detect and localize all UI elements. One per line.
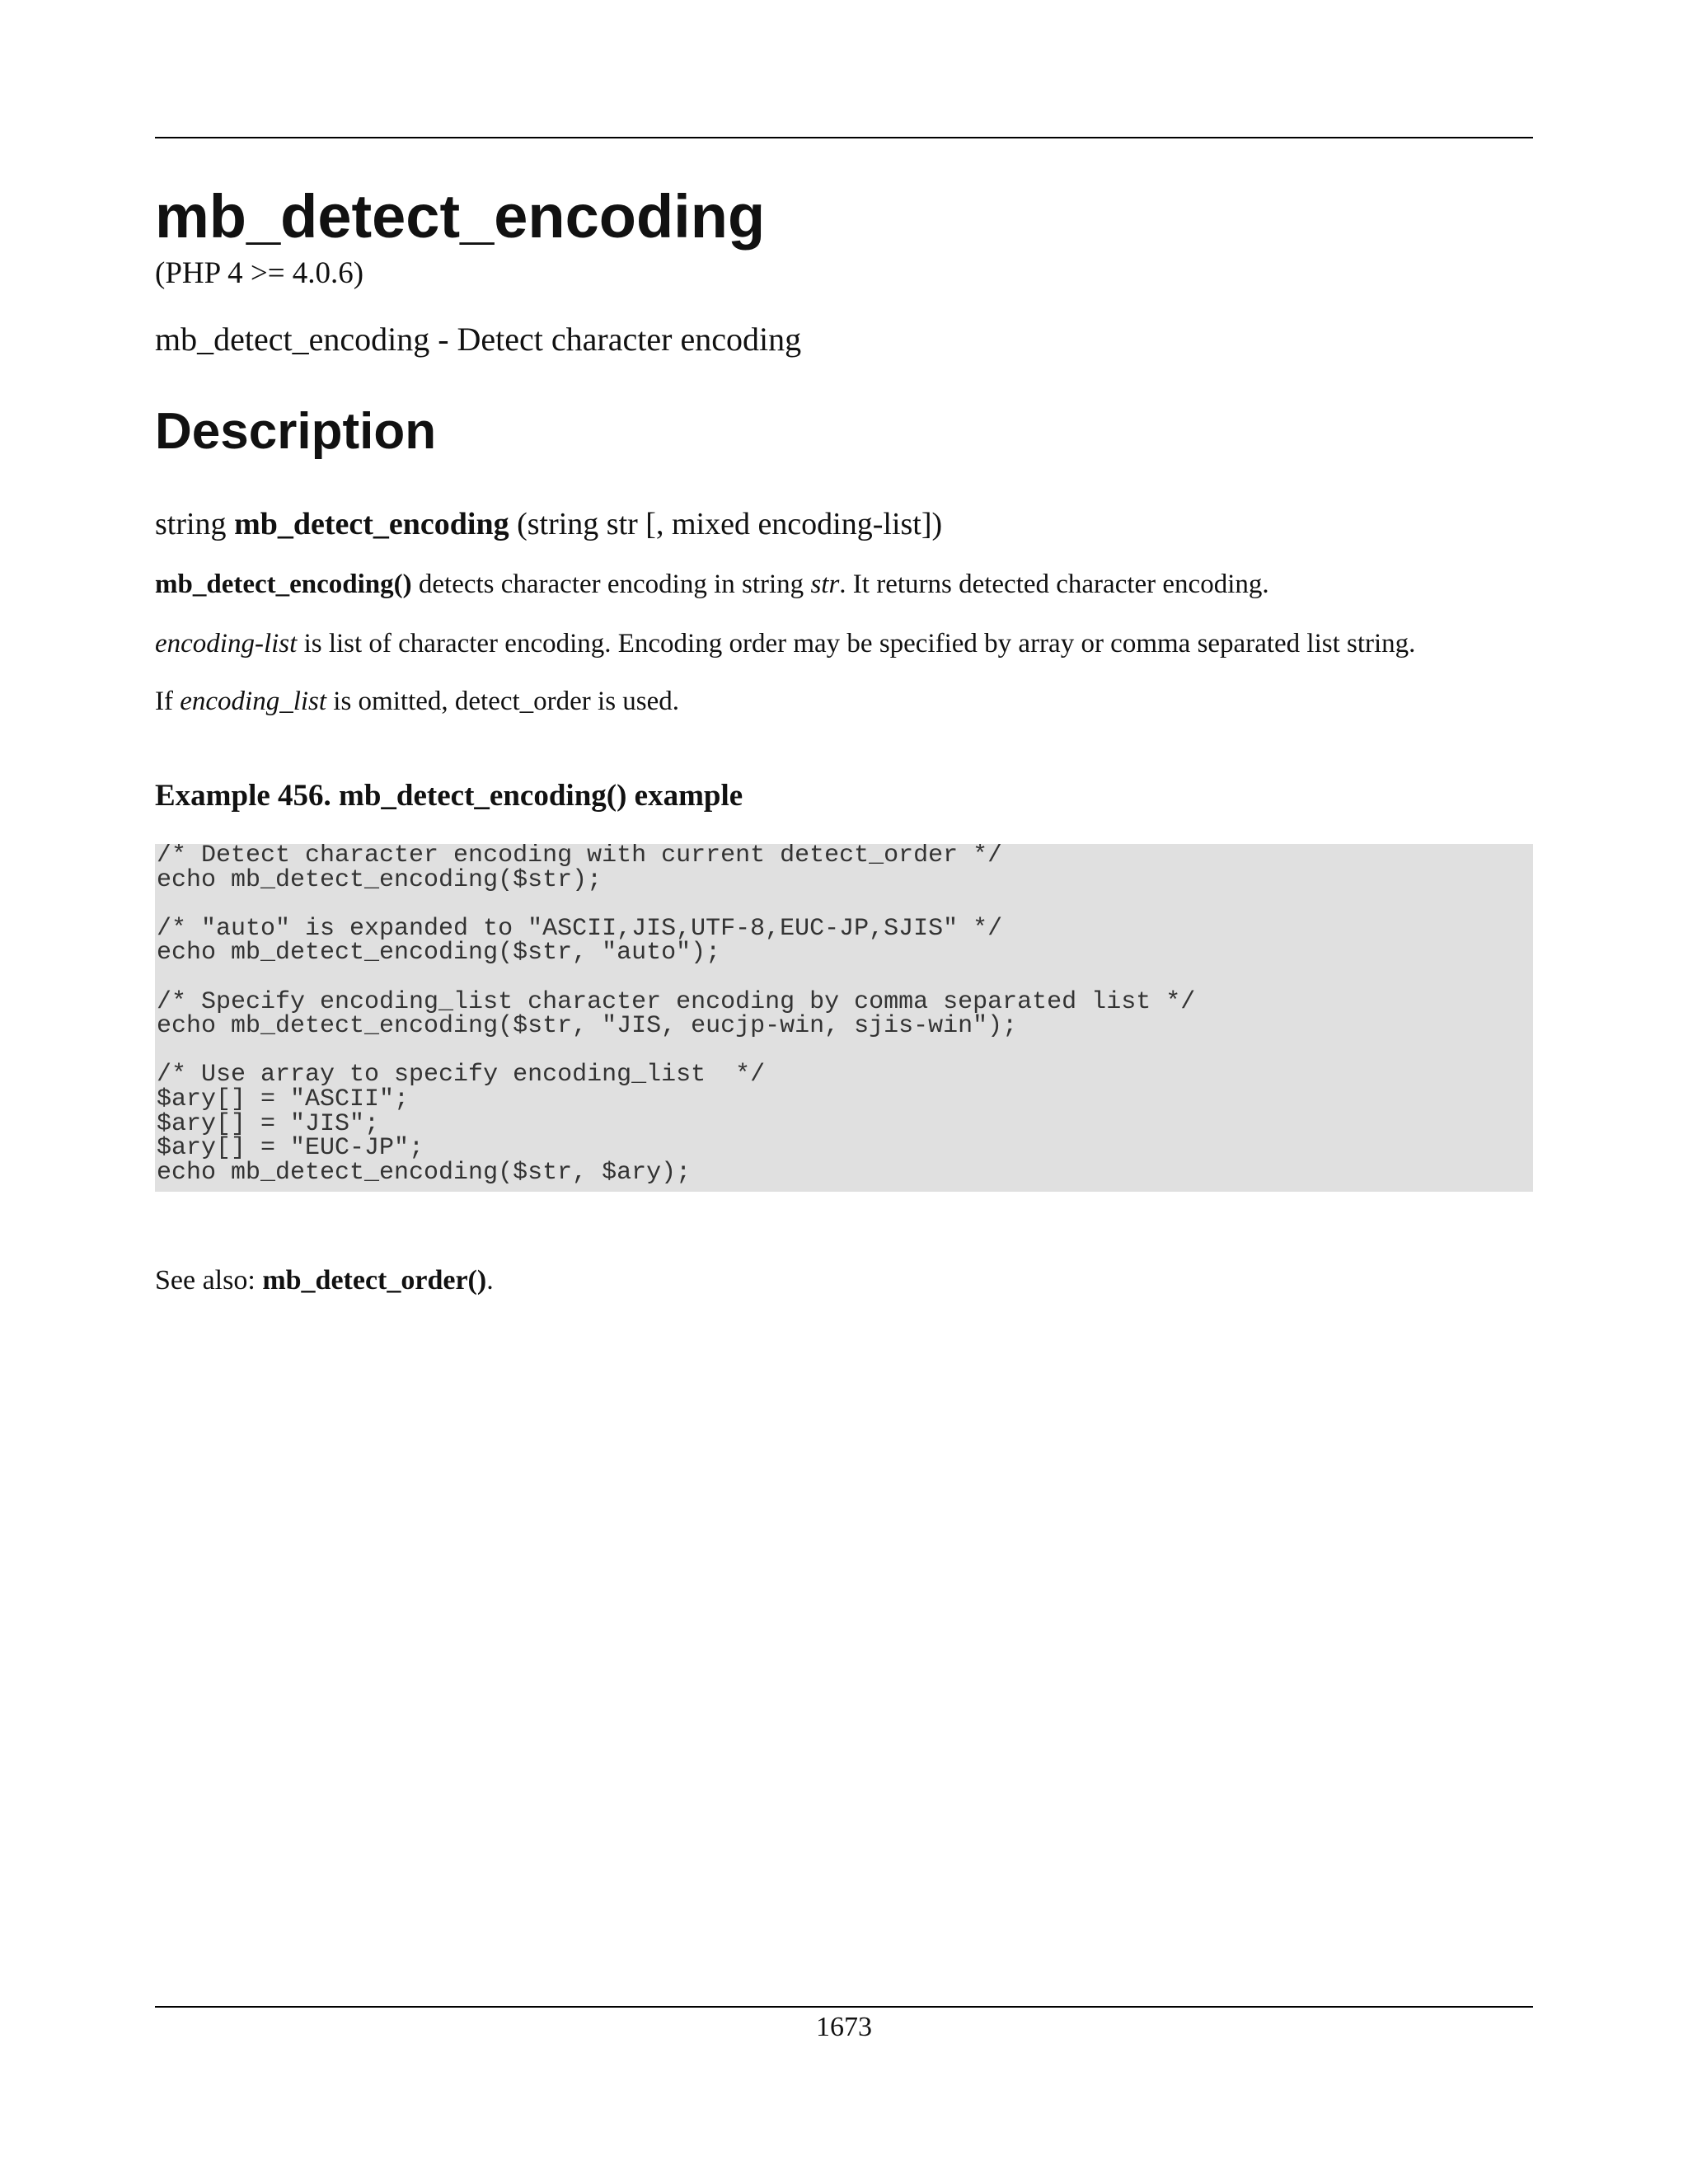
see-also-link[interactable]: mb_detect_order() [262,1265,487,1296]
paragraph-text: . It returns detected character encoding. [839,569,1269,599]
function-reference: mb_detect_encoding() [155,569,412,599]
paragraph-text: detects character encoding in string [411,569,811,599]
code-line: echo mb_detect_encoding($str, "auto"); [157,939,721,968]
code-line: $ary[] = "EUC-JP"; [157,1134,424,1163]
synopsis-return-type: string [155,507,235,541]
code-line: $ary[] = "JIS"; [157,1109,380,1138]
see-also [155,1264,494,1298]
code-line [155,893,1533,917]
version-info: (PHP 4 >= 4.0.6) [155,256,364,290]
synopsis-function-name: mb_detect_encoding [234,507,509,541]
page-number: 1673 [816,2012,872,2042]
code-line: echo mb_detect_encoding($str, $ary); [157,1158,692,1187]
see-also-label: See also: [155,1265,263,1296]
parameter-reference: str [810,569,840,599]
description-paragraph-1 [155,569,1269,602]
synopsis-params: (string str [, mixed encoding-list]) [509,507,943,541]
description-paragraph-3 [155,686,679,719]
code-line: /* Specify encoding_list character encoding by comma separated list */ [157,987,1196,1016]
footer-rule [155,2006,1533,2008]
code-line: /* "auto" is expanded to "ASCII,JIS,UTF-8,EUC-JP,SJIS" */ [157,914,1003,943]
parameter-reference: encoding_list [180,687,327,716]
description-paragraph-2 [155,628,1415,661]
code-line: echo mb_detect_encoding($str); [157,865,603,894]
code-line: /* Use array to specify encoding_list */ [157,1061,766,1090]
paragraph-text: is list of character encoding. Encoding order may be specified by array or comma separated list string. [297,629,1416,658]
page-title: mb_detect_encoding [155,182,766,251]
code-line [155,1039,1533,1064]
header-rule [155,137,1533,138]
paragraph-text: is omitted, detect_order is used. [326,687,680,716]
code-line: $ary[] = "ASCII"; [157,1085,410,1113]
see-also-suffix: . [486,1265,494,1296]
code-line: /* Detect character encoding with current detect_order */ [157,844,1003,869]
description-heading: Description [155,403,437,460]
function-summary: mb_detect_encoding - Detect character encoding [155,321,802,358]
function-synopsis [155,506,942,544]
example-title: Example 456. mb_detect_encoding() example [155,779,743,813]
parameter-reference: encoding-list [155,629,298,658]
code-line [155,966,1533,991]
code-line: echo mb_detect_encoding($str, "JIS, eucjp-win, sjis-win"); [157,1012,1018,1041]
paragraph-text: If [155,687,181,716]
code-block [155,844,1533,1192]
